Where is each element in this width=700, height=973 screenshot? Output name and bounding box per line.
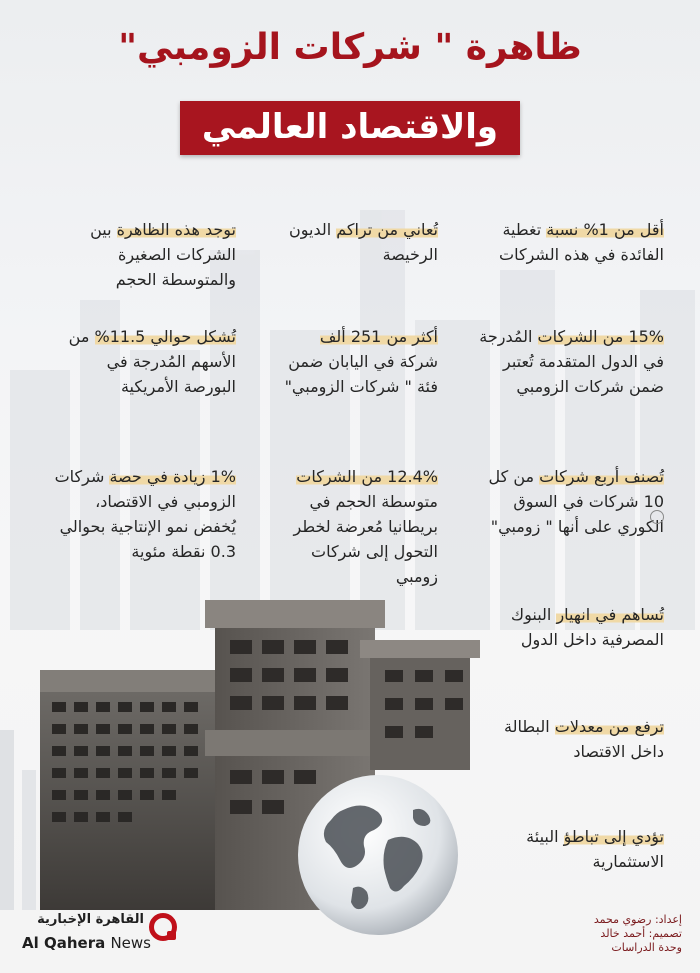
decorative-circle-icon [650, 510, 664, 524]
fact-britain: 12.4% من الشركات متوسطة الحجم في بريطانيا مُعرضة لخطر التحول إلى شركات زومبي [293, 467, 438, 586]
logo-mark-icon [149, 913, 177, 941]
brand-logo [18, 912, 198, 962]
page-subtitle: والاقتصاد العالمي [180, 101, 520, 155]
fact-small-medium-firms: توجد هذه الظاهرة بين الشركات الصغيرة والمتوسطة الحجم [90, 220, 236, 289]
fact-korea: تُصنف أربع شركات من كل 10 شركات في السوق الكوري على أنها " زومبي" [488, 467, 664, 536]
credit-prepare: إعداد: رضوي محمد [593, 913, 682, 926]
fact-japan: أكثر من 251 ألف شركة في اليابان ضمن فئة " شركات الزومبي" [284, 327, 438, 396]
credit-unit: وحدة الدراسات [611, 941, 682, 954]
fact-cheap-debt: تُعاني من تراكم الديون الرخيصة [288, 220, 438, 264]
fact-interest-coverage: أقل من 1% نسبة تغطية الفائدة في هذه الشركات [499, 220, 664, 264]
logo-arabic-text: القاهرة الإخبارية [37, 912, 144, 927]
page-title: ظاهرة " شركات الزومبي" [118, 27, 582, 68]
credits [512, 913, 682, 955]
fact-unemployment: ترفع من معدلات البطالة داخل الاقتصاد [504, 717, 664, 761]
fact-developed-countries: 15% من الشركات المُدرجة في الدول المتقدمة تُعتبر ضمن شركات الزومبي [479, 327, 664, 396]
globe-icon [293, 770, 463, 940]
credit-design: تصميم: أحمد خالد [600, 927, 682, 940]
fact-investment-slowdown: تؤدي إلى تباطؤ البيئة الاستثمارية [526, 827, 664, 871]
fact-us-stock-exchange: تُشكل حوالي 11.5% من الأسهم المُدرجة في البورصة الأمريكية [68, 327, 236, 396]
fact-bank-collapse: تُساهم في انهيار البنوك المصرفية داخل الدول [510, 605, 664, 649]
logo-english-text: Al Qahera News [22, 934, 151, 952]
fact-productivity: 1% زيادة في حصة شركات الزومبي في الاقتصاد، يُخفض نمو الإنتاجية بحوالي 0.3 نقطة مئوية [54, 467, 236, 561]
